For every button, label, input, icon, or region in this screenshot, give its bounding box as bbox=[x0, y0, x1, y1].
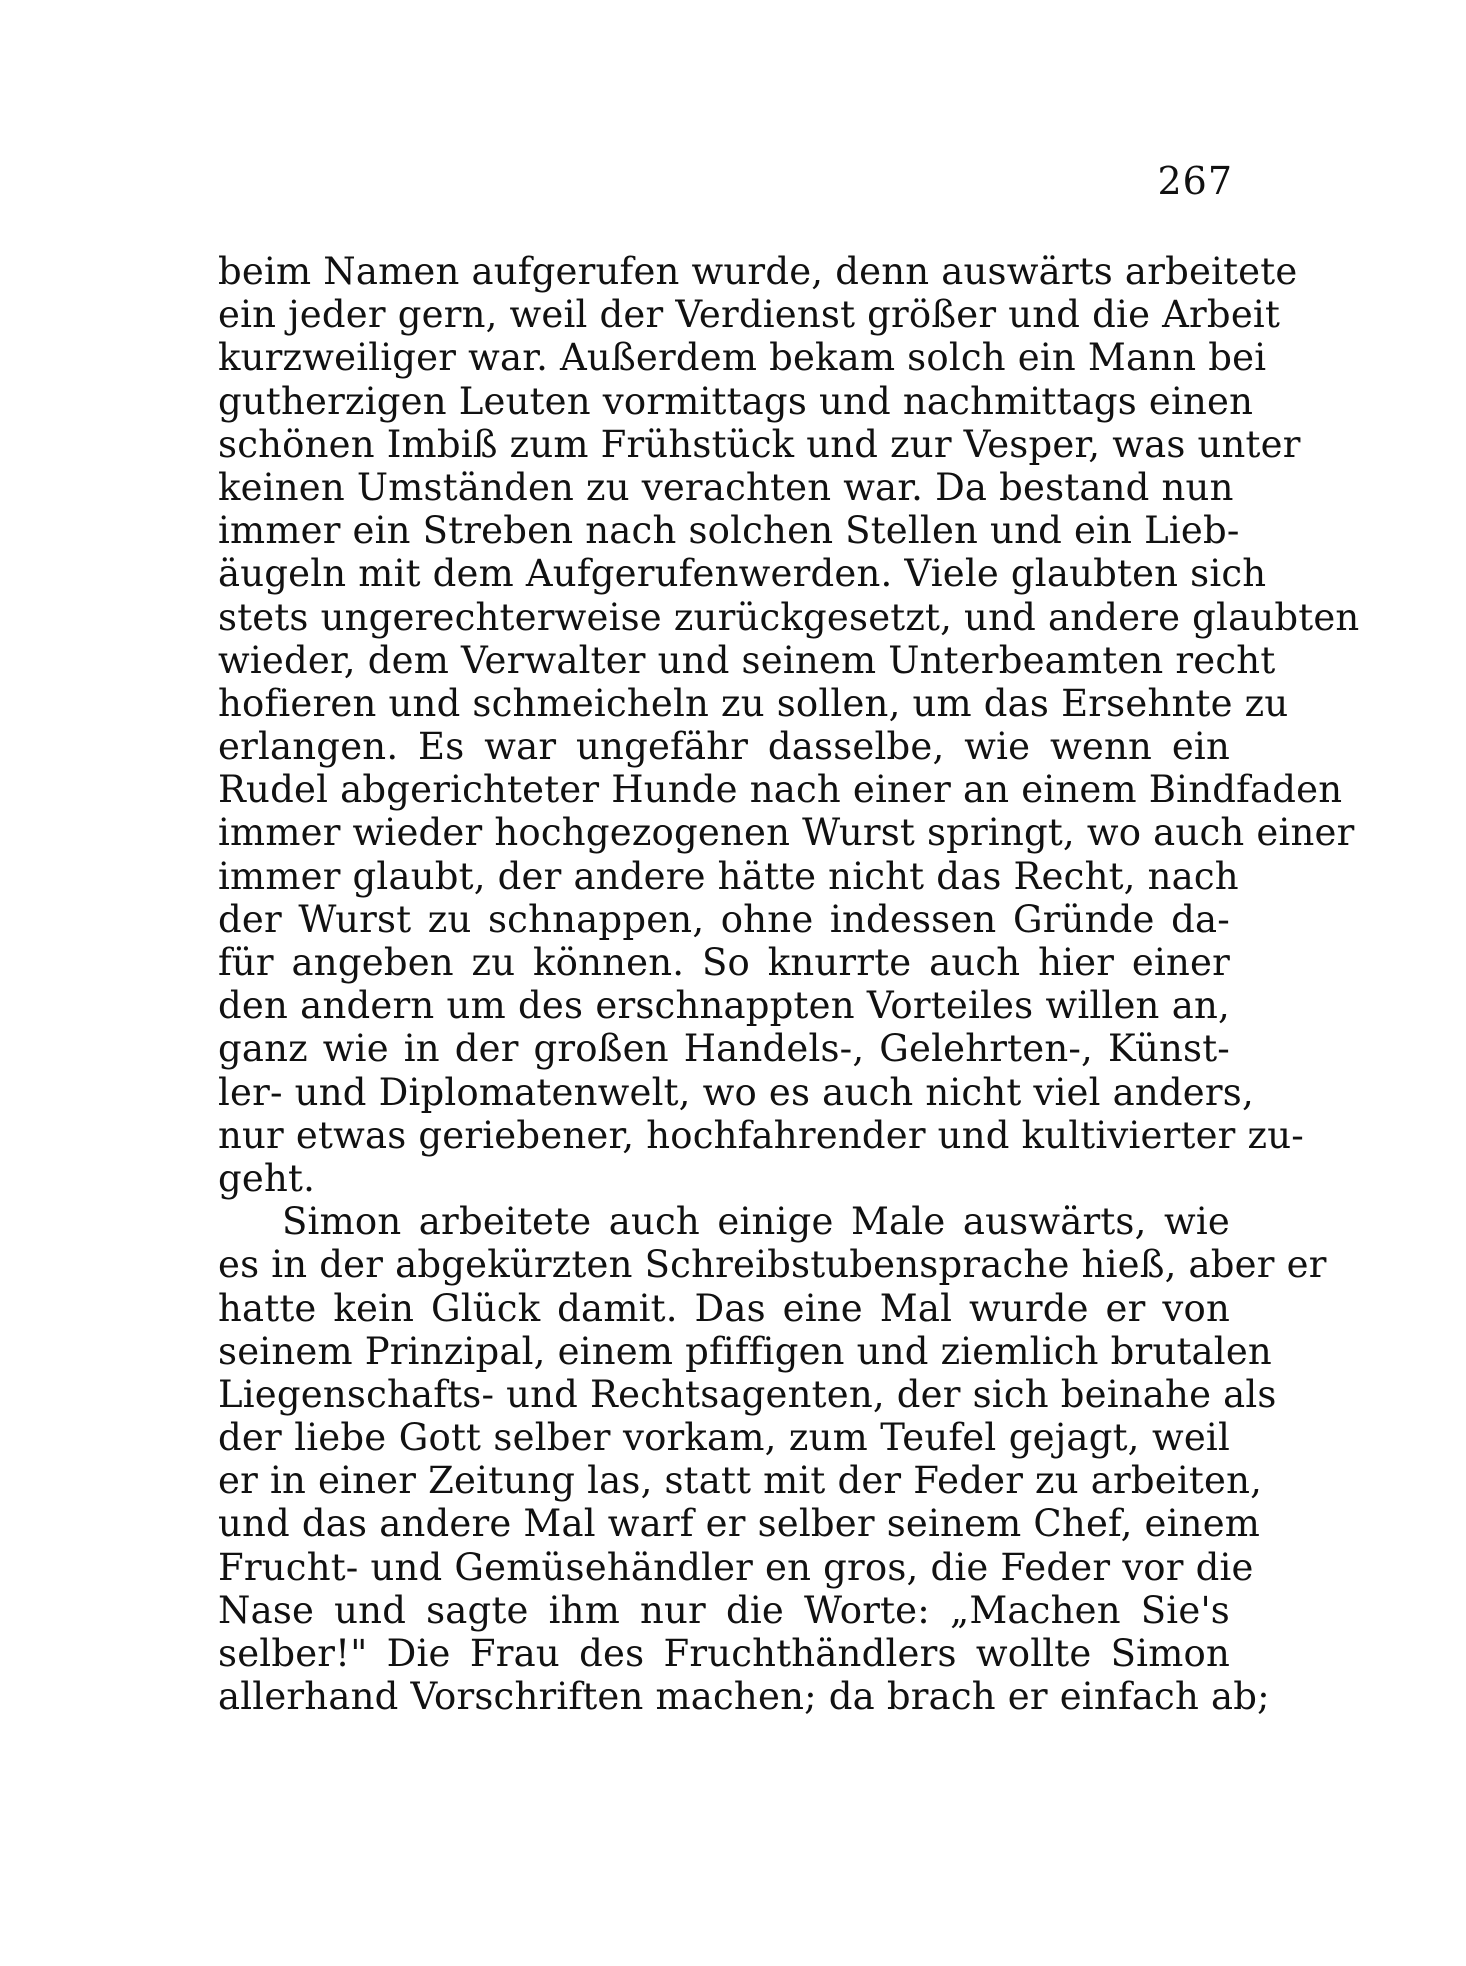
text-line: für angeben zu können. So knurrte auch hier einer bbox=[218, 941, 1230, 984]
text-line: nur etwas geriebener, hochfahrender und kultivierter zu- bbox=[218, 1113, 1304, 1157]
text-line: kurzweiliger war. Außerdem bekam solch ein Mann bei bbox=[218, 336, 1267, 380]
paragraph-2 bbox=[218, 1200, 1327, 1719]
text-line: ler- und Diplomatenwelt, wo es auch nicht viel anders, bbox=[218, 1070, 1254, 1114]
body-text bbox=[218, 250, 1360, 1719]
text-line: gutherzigen Leuten vormittags und nachmittags einen bbox=[218, 379, 1254, 423]
text-line: Frucht- und Gemüsehändler en gros, die Feder vor die bbox=[218, 1545, 1254, 1589]
text-line: stets ungerechterweise zurückgesetzt, und andere glaubten bbox=[218, 595, 1360, 639]
text-line: beim Namen aufgerufen wurde, denn auswärts arbeitete bbox=[218, 250, 1298, 293]
text-line: schönen Imbiß zum Frühstück und zur Vesper, was unter bbox=[218, 422, 1301, 466]
text-line: wieder, dem Verwalter und seinem Unterbeamten recht bbox=[218, 638, 1276, 682]
text-line: allerhand Vorschriften machen; da brach er einfach ab; bbox=[218, 1675, 1270, 1719]
text-line: keinen Umständen zu verachten war. Da bestand nun bbox=[218, 465, 1234, 509]
text-line: ein jeder gern, weil der Verdienst größer und die Arbeit bbox=[218, 293, 1281, 337]
text-line: und das andere Mal warf er selber seinem Chef, einem bbox=[218, 1502, 1261, 1546]
page-number: 267 bbox=[1157, 159, 1233, 203]
text-line: immer wieder hochgezogenen Wurst springt, wo auch einer bbox=[218, 811, 1355, 855]
paragraph-1 bbox=[218, 250, 1360, 1200]
text-line: Simon arbeitete auch einige Male auswärts, wie bbox=[282, 1200, 1230, 1244]
text-line: der Wurst zu schnappen, ohne indessen Gründe da- bbox=[218, 897, 1230, 941]
text-line: hofieren und schmeicheln zu sollen, um das Ersehnte zu bbox=[218, 681, 1289, 725]
text-line: seinem Prinzipal, einem pfiffigen und ziemlich brutalen bbox=[218, 1329, 1272, 1373]
text-line: selber!" Die Frau des Fruchthändlers wollte Simon bbox=[218, 1632, 1230, 1675]
text-line: erlangen. Es war ungefähr dasselbe, wie wenn ein bbox=[218, 725, 1230, 769]
text-line: immer glaubt, der andere hätte nicht das Recht, nach bbox=[218, 854, 1239, 898]
text-line: Liegenschafts- und Rechtsagenten, der sich beinahe als bbox=[218, 1372, 1277, 1416]
text-line: geht. bbox=[218, 1156, 316, 1200]
text-line: immer ein Streben nach solchen Stellen und ein Lieb- bbox=[218, 509, 1240, 553]
text-line: er in einer Zeitung las, statt mit der Feder zu arbeiten, bbox=[218, 1459, 1263, 1503]
text-line: äugeln mit dem Aufgerufenwerden. Viele glaubten sich bbox=[218, 552, 1267, 596]
text-line: der liebe Gott selber vorkam, zum Teufel gejagt, weil bbox=[218, 1416, 1230, 1460]
text-line: es in der abgekürzten Schreibstubensprache hieß, aber er bbox=[218, 1243, 1327, 1287]
text-line: Rudel abgerichteter Hunde nach einer an einem Bindfaden bbox=[218, 768, 1343, 812]
text-line: hatte kein Glück damit. Das eine Mal wurde er von bbox=[218, 1286, 1230, 1330]
text-line: Nase und sagte ihm nur die Worte: „Machen Sie's bbox=[218, 1588, 1230, 1632]
text-line: ganz wie in der großen Handels-, Gelehrten-, Künst- bbox=[218, 1027, 1230, 1071]
text-line: den andern um des erschnappten Vorteiles willen an, bbox=[218, 984, 1230, 1028]
